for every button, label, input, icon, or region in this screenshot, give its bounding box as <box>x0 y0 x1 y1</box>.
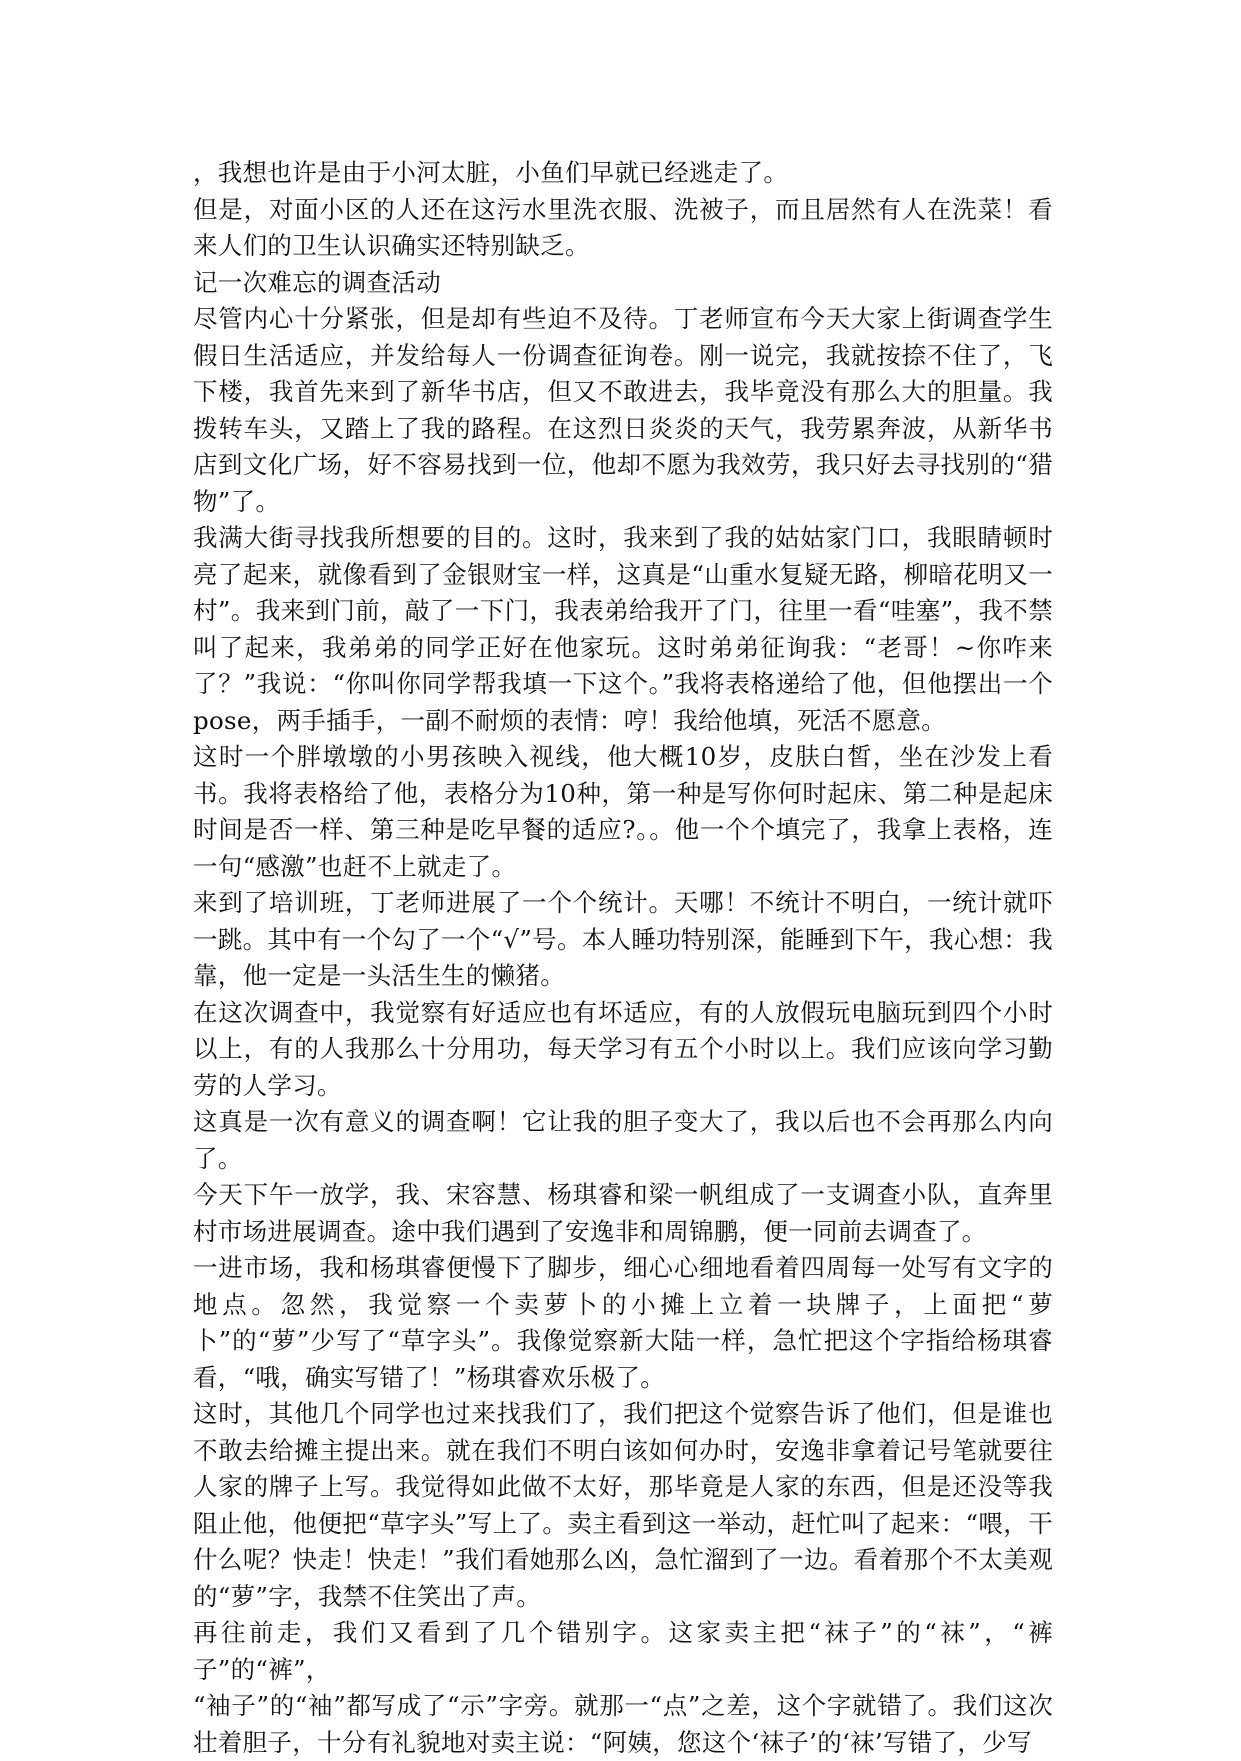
paragraph: 尽管内心十分紧张，但是却有些迫不及待。丁老师宣布今天大家上街调查学生假日生活适应，并发给每人一份调查征询卷。刚一说完，我就按捺不住了，飞下楼，我首先来到了新华书店，但又不敢进去，我毕竟没有那么大的胆量。我拨转车头，又踏上了我的路程。在这烈日炎炎的天气，我劳累奔波，从新华书店到文化广场，好不容易找到一位，他却不愿为我效劳，我只好去寻找别的“猎物”了。 <box>193 304 1053 516</box>
paragraph: ，我想也许是由于小河太脏，小鱼们早就已经逃走了。 <box>193 158 789 187</box>
paragraph: 这时，其他几个同学也过来找我们了，我们把这个觉察告诉了他们，但是谁也不敢去给摊主提出来。就在我们不明白该如何办时，安逸非拿着记号笔就要往人家的牌子上写。我觉得如此做不太好，那毕竟是人家的东西，但是还没等我阻止他，他便把“草字头”写上了。卖主看到这一举动，赶忙叫了起来：“喂，干什么呢？快走！快走！”我们看她那么凶，急忙溜到了一边。看着那个不太美观的“萝”字，我禁不住笑出了声。 <box>193 1399 1053 1611</box>
paragraph: 这时一个胖墩墩的小男孩映入视线，他大概10岁，皮肤白皙，坐在沙发上看书。我将表格给了他，表格分为10种，第一种是写你何时起床、第二种是起床时间是否一样、第三种是吃早餐的适应?。。他一个个填完了，我拿上表格，连一句“感激”也赶不上就走了。 <box>193 742 1053 881</box>
paragraph: 来到了培训班，丁老师进展了一个个统计。天哪！不统计不明白，一统计就吓一跳。其中有一个勾了一个“√”号。本人睡功特别深，能睡到下午，我心想：我靠，他一定是一头活生生的懒猪。 <box>193 888 1053 990</box>
paragraph: 我满大街寻找我所想要的目的。这时，我来到了我的姑姑家门口，我眼睛顿时亮了起来，就像看到了金银财宝一样，这真是“山重水复疑无路，柳暗花明又一村”。我来到门前，敲了一下门，我表弟给我开了门，往里一看“哇塞”，我不禁叫了起来，我弟弟的同学正好在他家玩。这时弟弟征询我：“老哥！~你咋来了？”我说：“你叫你同学帮我填一下这个。”我将表格递给了他，但他摆出一个pose，两手插手，一副不耐烦的表情：哼！我给他填，死活不愿意。 <box>193 523 1053 735</box>
paragraph: 但是，对面小区的人还在这污水里洗衣服、洗被子，而且居然有人在洗菜！看来人们的卫生认识确实还特别缺乏。 <box>193 194 1053 260</box>
document-body <box>193 155 1053 1761</box>
paragraph: 在这次调查中，我觉察有好适应也有坏适应，有的人放假玩电脑玩到四个小时以上，有的人我那么十分用功，每天学习有五个小时以上。我们应该向学习勤劳的人学习。 <box>193 997 1053 1100</box>
section-heading: 记一次难忘的调查活动 <box>193 267 441 297</box>
paragraph: “袖子”的“袖”都写成了“示”字旁。就那一“点”之差，这个字就错了。我们这次壮着胆子，十分有礼貌地对卖主说：“阿姨，您这个‘袜子’的‘袜’写错了，少写 <box>193 1691 1053 1757</box>
paragraph: 再往前走，我们又看到了几个错别字。这家卖主把“袜子”的“袜”，“裤子”的“裤”， <box>193 1618 1053 1684</box>
paragraph: 今天下午一放学，我、宋容慧、杨琪睿和梁一帆组成了一支调查小队，直奔里村市场进展调查。途中我们遇到了安逸非和周锦鹏，便一同前去调查了。 <box>193 1180 1053 1246</box>
paragraph: 一进市场，我和杨琪睿便慢下了脚步，细心心细地看着四周每一处写有文字的地点。忽然，我觉察一个卖萝卜的小摊上立着一块牌子，上面把“萝卜”的“萝”少写了“草字头”。我像觉察新大陆一样，急忙把这个字指给杨琪睿看，“哦，确实写错了！”杨琪睿欢乐极了。 <box>193 1253 1053 1392</box>
paragraph: 这真是一次有意义的调查啊！它让我的胆子变大了，我以后也不会再那么内向了。 <box>193 1107 1053 1173</box>
